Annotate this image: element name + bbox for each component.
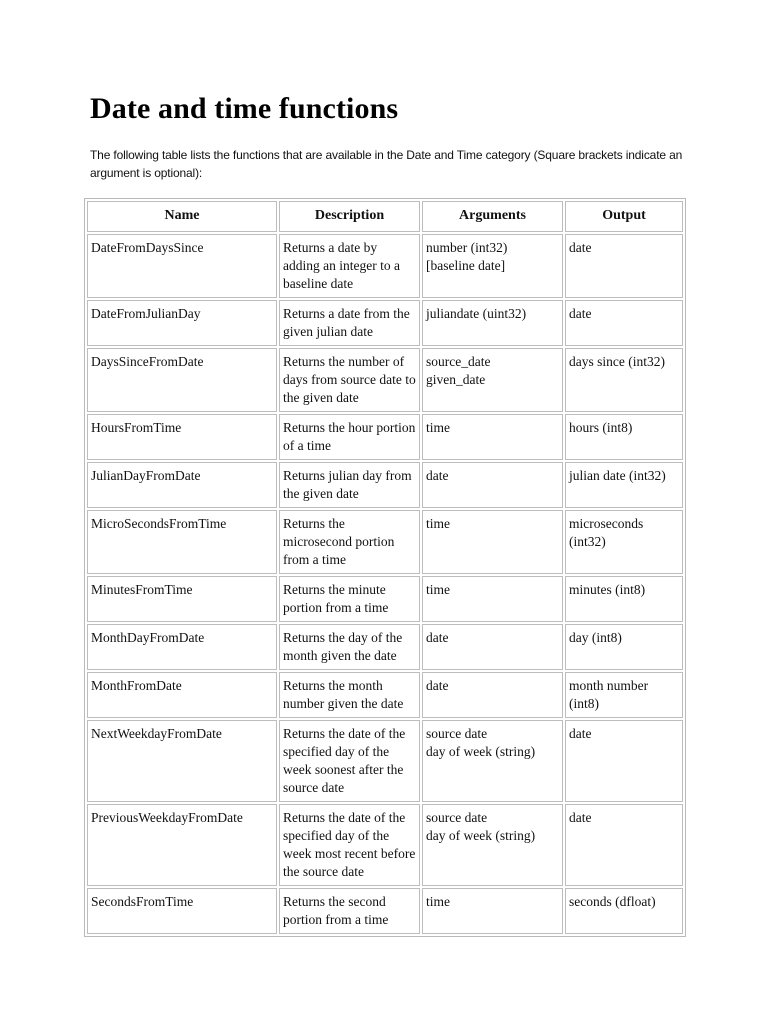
table-row xyxy=(87,510,683,574)
argument-item: date xyxy=(426,630,449,645)
cell-output: date xyxy=(565,300,683,346)
table-row xyxy=(87,720,683,802)
argument-item: day of week (string) xyxy=(426,744,536,759)
cell-arguments xyxy=(422,576,563,622)
argument-item: number (int32) xyxy=(426,240,508,255)
functions-table xyxy=(84,198,686,937)
cell-function-name: MicroSecondsFromTime xyxy=(87,510,277,574)
intro-paragraph: The following table lists the functions that are available in the Date and Time category (Square brackets indicate an argument is optional): xyxy=(90,148,683,180)
argument-item: source date xyxy=(426,810,488,825)
argument-item: day of week (string) xyxy=(426,828,536,843)
table-row xyxy=(87,414,683,460)
table-row xyxy=(87,576,683,622)
cell-function-name: DateFromJulianDay xyxy=(87,300,277,346)
cell-arguments xyxy=(422,462,563,508)
table-row xyxy=(87,888,683,934)
cell-output: date xyxy=(565,720,683,802)
cell-description: Returns the second portion from a time xyxy=(279,888,420,934)
cell-description: Returns the microsecond portion from a time xyxy=(279,510,420,574)
cell-output: days since (int32) xyxy=(565,348,683,412)
header-name: Name xyxy=(87,201,277,232)
argument-item: [baseline date] xyxy=(426,258,506,273)
argument-item: time xyxy=(426,516,450,531)
table-row xyxy=(87,348,683,412)
cell-description: Returns the month number given the date xyxy=(279,672,420,718)
table-body xyxy=(87,234,683,934)
cell-function-name: PreviousWeekdayFromDate xyxy=(87,804,277,886)
cell-output: microseconds (int32) xyxy=(565,510,683,574)
cell-arguments xyxy=(422,672,563,718)
cell-description: Returns a date by adding an integer to a baseline date xyxy=(279,234,420,298)
argument-item: date xyxy=(426,468,449,483)
cell-arguments xyxy=(422,510,563,574)
argument-item: date xyxy=(426,678,449,693)
cell-function-name: JulianDayFromDate xyxy=(87,462,277,508)
functions-table-container xyxy=(84,198,684,937)
cell-arguments xyxy=(422,300,563,346)
page-title: Date and time functions xyxy=(90,92,399,125)
cell-function-name: HoursFromTime xyxy=(87,414,277,460)
cell-arguments xyxy=(422,624,563,670)
cell-description: Returns the number of days from source date to the given date xyxy=(279,348,420,412)
cell-output: date xyxy=(565,234,683,298)
cell-output: month number (int8) xyxy=(565,672,683,718)
cell-description: Returns julian day from the given date xyxy=(279,462,420,508)
cell-function-name: SecondsFromTime xyxy=(87,888,277,934)
cell-description: Returns a date from the given julian date xyxy=(279,300,420,346)
cell-arguments xyxy=(422,414,563,460)
cell-description: Returns the date of the specified day of the week most recent before the source date xyxy=(279,804,420,886)
table-row xyxy=(87,672,683,718)
argument-item: juliandate (uint32) xyxy=(426,306,527,321)
argument-item: time xyxy=(426,894,450,909)
table-row xyxy=(87,804,683,886)
cell-arguments xyxy=(422,804,563,886)
cell-description: Returns the hour portion of a time xyxy=(279,414,420,460)
table-header-row xyxy=(87,201,683,232)
cell-output: date xyxy=(565,804,683,886)
cell-arguments xyxy=(422,234,563,298)
table-row xyxy=(87,624,683,670)
cell-function-name: MinutesFromTime xyxy=(87,576,277,622)
header-description: Description xyxy=(279,201,420,232)
cell-description: Returns the day of the month given the date xyxy=(279,624,420,670)
cell-arguments xyxy=(422,720,563,802)
cell-output: julian date (int32) xyxy=(565,462,683,508)
cell-function-name: MonthFromDate xyxy=(87,672,277,718)
cell-description: Returns the minute portion from a time xyxy=(279,576,420,622)
cell-function-name: DateFromDaysSince xyxy=(87,234,277,298)
cell-output: minutes (int8) xyxy=(565,576,683,622)
cell-description: Returns the date of the specified day of the week soonest after the source date xyxy=(279,720,420,802)
argument-item: time xyxy=(426,582,450,597)
cell-arguments xyxy=(422,888,563,934)
header-output: Output xyxy=(565,201,683,232)
table-row xyxy=(87,462,683,508)
header-arguments: Arguments xyxy=(422,201,563,232)
table-row xyxy=(87,234,683,298)
cell-function-name: NextWeekdayFromDate xyxy=(87,720,277,802)
argument-item: time xyxy=(426,420,450,435)
table-row xyxy=(87,300,683,346)
argument-item: source date xyxy=(426,726,488,741)
cell-arguments xyxy=(422,348,563,412)
cell-output: hours (int8) xyxy=(565,414,683,460)
argument-item: source_date xyxy=(426,354,491,369)
cell-output: seconds (dfloat) xyxy=(565,888,683,934)
cell-function-name: MonthDayFromDate xyxy=(87,624,277,670)
cell-output: day (int8) xyxy=(565,624,683,670)
argument-item: given_date xyxy=(426,372,486,387)
cell-function-name: DaysSinceFromDate xyxy=(87,348,277,412)
